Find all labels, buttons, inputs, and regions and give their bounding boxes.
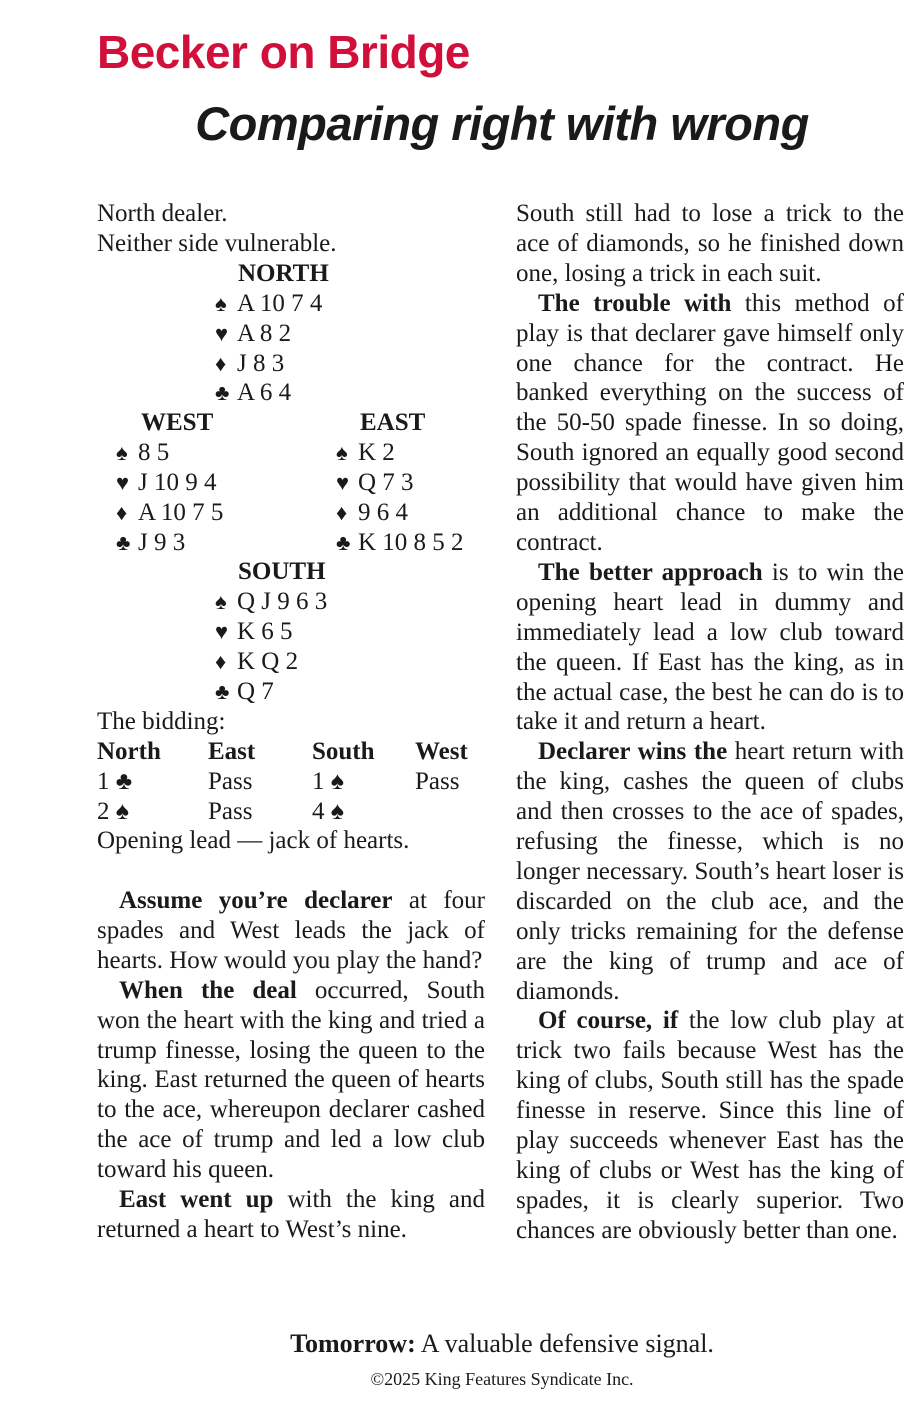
club-icon: ♣	[336, 530, 351, 555]
diamond-icon: ♦	[215, 351, 227, 376]
vulnerability-line: Neither side vulnerable.	[97, 229, 337, 257]
opening-lead: Opening lead — jack of hearts.	[97, 827, 410, 854]
west-clubs: ♣ J 9 3	[116, 529, 186, 556]
bid-cell: Pass	[208, 797, 253, 825]
west-hearts: ♥ J 10 9 4	[116, 469, 217, 496]
east-diamonds: ♦ 9 6 4	[336, 499, 408, 526]
west-diamonds: ♦ A 10 7 5	[116, 499, 224, 526]
bidding-header: North	[97, 738, 161, 765]
bidding-header: East	[208, 738, 256, 765]
heart-icon: ♥	[215, 321, 229, 346]
lead-in: Declarer wins the	[538, 738, 728, 766]
article-paragraph: Declarer wins the heart return with the king, cashes the queen of clubs and then crosses to the ace of spades, refusing the finesse, which is no longer necessary. South’s heart loser is discarded on the club ace, and the only tricks remaining for the defense are the king of trump and ace of diamonds.	[516, 738, 904, 1005]
east-clubs: ♣ K 10 8 5 2	[336, 529, 464, 556]
bid-cell: 4 ♠	[312, 797, 345, 825]
south-label: SOUTH	[238, 558, 326, 585]
heart-icon: ♥	[336, 470, 350, 495]
lead-in: Assume you’re declarer	[119, 887, 393, 914]
bidding-header: South	[312, 738, 375, 765]
bid-cell: Pass	[415, 767, 460, 795]
spade-icon: ♠	[116, 440, 128, 465]
copyright: ©2025 King Features Syndicate Inc.	[370, 1369, 634, 1389]
spade-icon: ♠	[336, 440, 348, 465]
diamond-icon: ♦	[116, 500, 128, 525]
spade-icon: ♠	[215, 291, 227, 316]
west-spades: ♠ 8 5	[116, 439, 170, 466]
south-clubs: ♣ Q 7	[215, 678, 274, 705]
diamond-icon: ♦	[215, 649, 227, 674]
club-icon: ♣	[215, 679, 230, 704]
club-icon: ♣	[215, 380, 230, 405]
bid-cell: 1 ♣	[97, 767, 133, 795]
article-paragraph: Assume you’re declarer at four spades and West leads the jack of hearts. How would you play the hand?	[97, 887, 485, 974]
diamond-icon: ♦	[336, 500, 348, 525]
east-label: EAST	[360, 409, 426, 436]
article-paragraph: The trouble with this method of play is that declarer gave himself only one chance for the contract. He banked everything on the success of the 50-50 spade finesse. In so doing, South ignored an equally good second possibility that would have given him an additional chance to make the contract.	[516, 289, 904, 556]
west-label: WEST	[141, 409, 214, 436]
article-paragraph: Of course, if the low club play at trick two fails because West has the king of clubs, South still has the spade finesse in reserve. Since this line of play succeeds whenever East has the king of clubs or West has the king of spades, it is clearly superior. Two chances are obviously better than one.	[516, 1007, 905, 1244]
east-spades: ♠ K 2	[336, 439, 395, 466]
left-column	[97, 199, 485, 1243]
article-paragraph: The better approach is to win the opening heart lead in dummy and immediately lead a low club toward the queen. If East has the king, as in the actual case, the best he can do is to take it and return a heart.	[516, 558, 904, 736]
bid-cell: 1 ♠	[312, 767, 345, 795]
heart-icon: ♥	[215, 619, 229, 644]
north-label: NORTH	[238, 260, 329, 287]
bid-cell: Pass	[208, 767, 253, 795]
north-diamonds: ♦ J 8 3	[215, 350, 285, 377]
lead-in: Of course, if	[538, 1007, 679, 1035]
article-left	[97, 886, 485, 1245]
north-hearts: ♥ A 8 2	[215, 320, 292, 347]
tomorrow-label: Tomorrow:	[290, 1329, 416, 1358]
south-diamonds: ♦ K Q 2	[215, 648, 299, 675]
lead-in: When the deal	[119, 976, 297, 1004]
south-spades: ♠ Q J 9 6 3	[215, 588, 328, 615]
bid-cell: 2 ♠	[97, 797, 130, 825]
south-hearts: ♥ K 6 5	[215, 618, 293, 645]
article-paragraph: South still had to lose a trick to the ace of diamonds, so he finished down one, losing a trick in each suit.	[516, 200, 904, 287]
lead-in: The trouble with	[538, 289, 732, 317]
lead-in: East went up	[119, 1186, 274, 1214]
heart-icon: ♥	[116, 470, 130, 495]
lead-in: The better approach	[538, 558, 763, 586]
bidding-title: The bidding:	[97, 708, 226, 735]
headline: Comparing right with wrong	[195, 97, 809, 150]
bidding-header: West	[415, 738, 468, 765]
right-column	[516, 199, 904, 1246]
tomorrow-teaser: Tomorrow: A valuable defensive signal.	[290, 1329, 714, 1358]
dealer-line: North dealer.	[97, 200, 228, 227]
club-icon: ♣	[116, 530, 131, 555]
article-paragraph: East went up with the king and returned a heart to West’s nine.	[97, 1186, 485, 1243]
north-spades: ♠ A 10 7 4	[215, 290, 323, 317]
article-paragraph: When the deal occurred, South won the heart with the king and tried a trump finesse, losing the queen to the king. East returned the queen of hearts to the ace, whereupon declarer cashed the ace of trump and led a low club toward his queen.	[97, 976, 485, 1184]
north-clubs: ♣ A 6 4	[215, 379, 292, 406]
masthead: Becker on Bridge	[97, 26, 470, 78]
east-hearts: ♥ Q 7 3	[336, 469, 414, 496]
spade-icon: ♠	[215, 589, 227, 614]
